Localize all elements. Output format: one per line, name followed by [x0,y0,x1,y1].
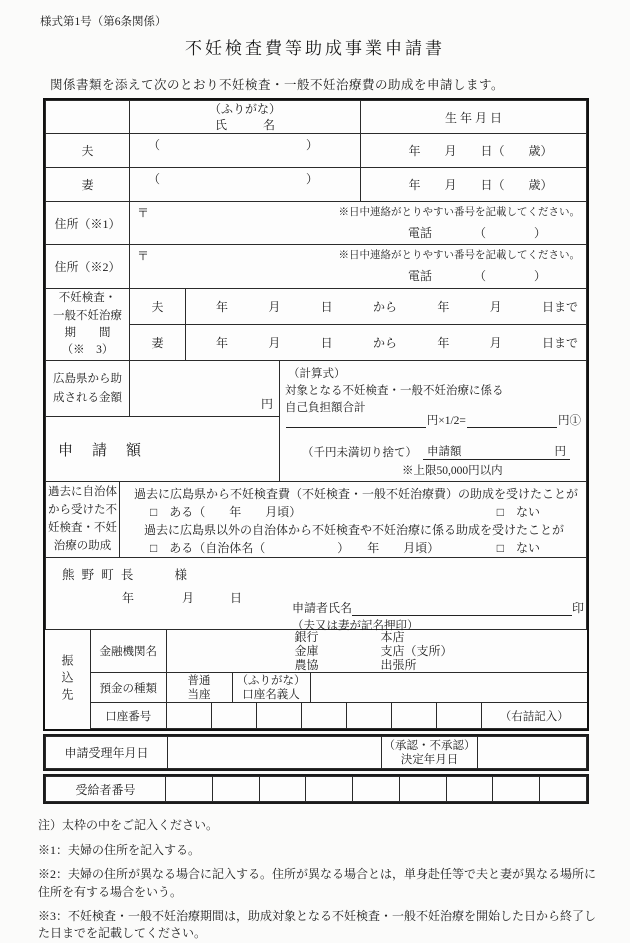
bank-transfer-section [45,629,587,729]
day-token: 日 [320,336,333,351]
question2-text: 過去に広島県以外の自治体から不妊検査や不妊治療に係る助成を受けたことが [144,523,565,538]
subsidy-label-line: 広島県から助 [53,373,122,386]
decision-label-line2: 決定年月日 [400,753,459,766]
recipient-digit-cell [166,777,213,802]
daytime-phone-note: ※日中連絡がとりやすい番号を記載してください。 [338,250,580,262]
institution-label: 金融機関名 [91,630,166,673]
question1-yes-checkbox: □ ある（ 年 月頃） [150,505,302,520]
address2-field [130,245,587,289]
recipient-digit-cell [306,777,353,802]
month-token: 月 [489,336,502,351]
treatment-period-table [45,288,587,361]
prefecture-subsidy-row [46,361,587,417]
option-branch: 支店（支所） [380,644,453,659]
until-token: 日まで [541,300,578,315]
name-header [130,101,361,134]
footnote-main: 注）太枠の中をご記入ください。 [38,818,219,833]
husband-birthdate-field: 年 月 日（ 歳） [361,134,587,168]
intro-sentence: 関係書類を添えて次のとおり不妊検査・一般不妊治療費の助成を申請します。 [50,78,505,92]
right-justify-note: （右詰記入） [481,703,587,729]
address1-row [46,202,587,245]
request-amount-yen: 円 [554,446,566,459]
recipient-digit-cell [493,777,540,802]
account-number-label: 口座番号 [91,703,166,729]
year-token: 年 [437,336,450,351]
form-number: 様式第1号（第6条関係） [40,16,167,28]
subsidy-label-line: 成される金額 [53,391,122,404]
recipient-number-table [43,774,589,804]
formula-blank-line [286,412,426,428]
seal-note: （夫又は妻が記名押印） [292,620,419,633]
calc-line1: 対象となる不妊検査・一般不妊治療に係る [285,385,504,398]
furigana-header: （ふりがな） [208,102,281,116]
recipient-digit-cell [353,777,400,802]
daytime-phone-note: ※日中連絡がとりやすい番号を記載してください。 [338,207,580,219]
request-amount-label: 申請額 [427,446,462,459]
husband-label: 夫 [46,134,130,168]
applicant-signature-line [292,599,584,616]
month-token: 月 [489,300,502,315]
until-token: 日まで [541,336,578,351]
question1-no-checkbox: □ ない [496,505,540,520]
period-label-line: 期 間 [64,326,111,339]
question1-text: 過去に広島県から不妊検査費（不妊検査・一般不妊治療費）の助成を受けたことが [134,487,579,502]
from-token: から [372,300,397,315]
submission-row [46,558,587,630]
period-husband-label: 夫 [130,289,186,325]
deposit-type-options [166,673,232,703]
address2-label: 住所（※2） [46,245,130,289]
past-subsidy-label [46,482,120,558]
phone-field: 電話 （ ） [407,226,546,241]
wife-birthdate-field: 年 月 日（ 歳） [361,168,587,202]
request-amount-line [302,443,570,460]
decision-date-field [478,737,587,769]
past-label-line: から受けた不 [48,504,117,517]
addressee-honorific: 様 [174,568,190,583]
wife-name-field [130,168,361,202]
receipt-date-field [168,737,382,769]
institution-type-options [295,630,319,672]
postal-mark: 〒 [137,206,150,221]
question2-yes-checkbox: □ ある（自治体名（ ） 年 月頃） [150,541,440,556]
account-digit-cell [301,703,346,729]
period-wife-label: 妻 [130,325,186,361]
past-subsidy-row [46,482,587,558]
addressee-name: 熊 野 町 長 [62,568,136,583]
husband-name-field [130,134,361,168]
option-checking: 当座 [187,688,211,701]
recipient-digit-cell [399,777,446,802]
formula-blank-line [467,412,557,428]
period-wife-field [186,325,587,361]
address1-field [130,202,587,245]
month-token: 月 [268,336,281,351]
period-husband-row [46,289,587,325]
recipient-digit-cell [259,777,306,802]
account-digit-cell [256,703,301,729]
submission-cell [46,558,587,633]
year-token: 年 [437,300,450,315]
wife-row [46,168,587,202]
page-title: 不妊検査費等助成事業申請書 [185,39,445,58]
footnote-2: ※2：夫婦の住所が異なる場合に記入する。住所が異なる場合とは，単身赴任等で夫と妻が異なる場所に住所を有する場合をいう。 [38,867,597,899]
address1-label: 住所（※1） [46,202,130,245]
request-amount-field [423,443,570,460]
decision-date-label [382,737,478,769]
account-digit-cell [166,703,211,729]
past-label-line: 妊検査・不妊 [48,521,117,534]
calc-line2: 自己負担額合計 [285,402,366,415]
bank-institution-row [91,630,587,673]
account-digit-cell [211,703,256,729]
receipt-row [46,737,587,769]
birthdate-header: 生 年 月 日 [361,101,587,134]
subsidy-amount-table [45,360,587,482]
calculation-cell [280,361,587,482]
prefecture-subsidy-label [46,361,130,417]
footnote-3: ※3：不妊検査・一般不妊治療期間は，助成対象となる不妊検査・一般不妊治療を開始した日から終了した日までを記載してください。 [38,908,597,941]
formula-mid: 円×1/2= [426,415,466,428]
account-holder-field [310,673,587,703]
name-header-label: 氏 名 [214,118,275,133]
recipient-digit-cell [212,777,259,802]
period-label-line: 一般不妊治療 [53,309,122,322]
past-label-line: 過去に自治体 [48,486,117,499]
furigana-paren-open: （ [148,172,161,187]
corner-cell [46,101,130,134]
bank-vertical-text: 振込先 [60,654,74,706]
decision-label-line1: （承認・不承認） [383,739,476,752]
option-head-office: 本店 [380,630,405,645]
limit-note: ※上限50,000円以内 [402,465,503,478]
branch-type-options [381,630,453,672]
option-bank: 銀行 [294,630,319,645]
option-ordinary: 普通 [187,674,211,687]
postal-mark: 〒 [137,249,150,264]
rounding-note: （千円未満切り捨て） [302,447,417,460]
address2-row [46,245,587,289]
request-amount-section-label: 申 請 額 [46,417,280,482]
account-holder-label [232,673,310,703]
day-token: 日 [320,300,333,315]
recipient-number-row [46,777,587,802]
name-birth-table [45,100,587,202]
bank-account-number-row [91,702,587,729]
past-label-line: 治療の助成 [53,539,112,552]
from-token: から [372,336,397,351]
past-subsidy-table [45,481,587,558]
calc-formula [286,412,582,428]
furigana-paren-close: ） [305,138,318,153]
option-ja: 農協 [294,658,319,673]
account-digit-cell [391,703,436,729]
recipient-number-label: 受給者番号 [46,777,166,802]
period-husband-field [186,289,587,325]
husband-row [46,134,587,168]
footnote-1: ※1：夫婦の住所を記入する。 [38,842,201,857]
applicant-name-label: 申請者氏名 [292,601,353,616]
submission-table [45,557,587,633]
furigana-paren-open: （ [148,138,161,153]
wife-label: 妻 [46,168,130,202]
institution-field [166,630,587,673]
calc-title: （計算式） [288,368,346,381]
address-table [45,201,587,289]
deposit-type-label: 預金の種類 [91,673,166,703]
option-sub-branch: 出張所 [380,658,417,673]
year-token: 年 [216,300,229,315]
period-label-line: 不妊検査・ [58,292,117,305]
application-form-page [0,13,630,941]
year-token: 年 [216,336,229,351]
question2-no-checkbox: □ ない [496,541,540,556]
furigana-paren-close: ） [305,172,318,187]
seal-mark: 印 [571,601,584,616]
month-token: 月 [268,300,281,315]
account-digit-cell [346,703,391,729]
option-shinkin: 金庫 [294,644,319,659]
applicant-name-blank [352,601,572,616]
main-application-table [43,98,589,731]
footnotes [38,817,596,942]
phone-field: 電話 （ ） [407,269,546,284]
holder-furigana-label: （ふりがな） [236,674,306,687]
receipt-date-label: 申請受理年月日 [46,737,168,769]
past-subsidy-content [120,482,587,558]
submission-date-field: 年 月 日 [122,591,243,606]
recipient-digit-cell [446,777,493,802]
recipient-digit-cell [540,777,587,802]
office-receipt-table [43,734,589,771]
holder-name-label: 口座名義人 [242,688,300,701]
bank-section-label [45,630,91,729]
period-label-line: （※ 3） [61,344,114,357]
subsidy-amount-field: 円 [130,361,280,417]
formula-end: 円① [558,415,581,428]
table-header-row [46,101,587,134]
account-digit-cell [436,703,481,729]
bank-deposit-row [91,672,587,703]
period-section-label [46,289,130,361]
